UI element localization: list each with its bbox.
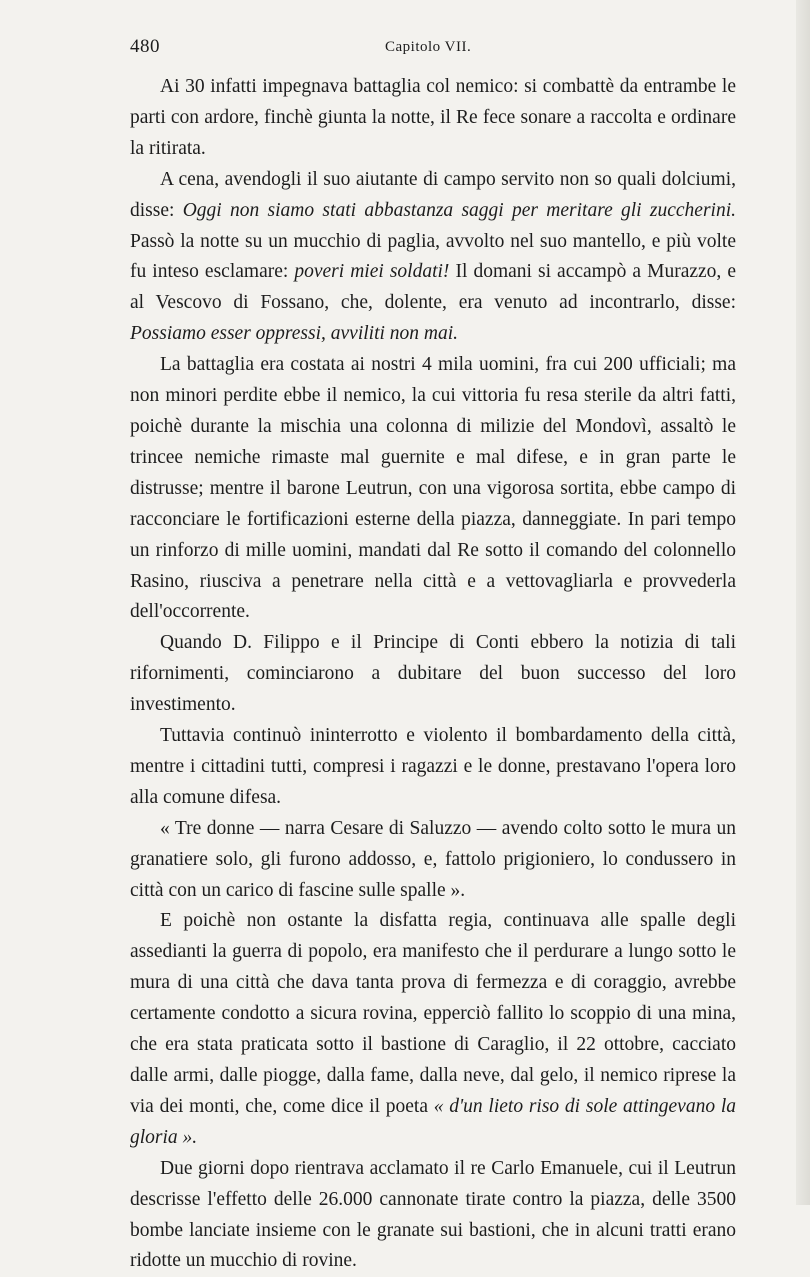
- text-segment: Ai 30 infatti impegnava battaglia col nemico: si combattè da entrambe le parti con ardore, finchè giunta la notte, il Re fece sonare a raccolta e ordinare la ritirata.: [130, 76, 736, 159]
- text-segment: « Tre donne — narra Cesare di Saluzzo — avendo colto sotto le mura un granatiere solo, gli furono addosso, e, fattolo prigioniero, lo condussero in città con un carico di fascine sulle spalle ».: [130, 817, 736, 901]
- text-segment: Il domani si accampò a Murazzo, e al Vescovo di Fossano, che, dolente, era venuto ad incontrarlo, disse:: [130, 261, 736, 314]
- body-text: [130, 72, 736, 1277]
- text-segment: Quando D. Filippo e il Principe di Conti ebbero la notizia di tali rifornimenti, cominciarono a dubitare del buon successo del loro investimento.: [130, 632, 736, 716]
- paragraph: [130, 72, 736, 165]
- paragraph: [130, 1154, 736, 1277]
- page-number: 480: [130, 36, 160, 57]
- page-header: [130, 36, 736, 62]
- paragraph: [130, 628, 736, 721]
- italic-quote: Possiamo esser oppressi, avviliti non mai.: [130, 323, 459, 345]
- text-segment: Due giorni dopo rientrava acclamato il re Carlo Emanuele, cui il Leutrun descrisse l'effetto delle 26.000 cannonate tirate contro la piazza, delle 3500 bombe lanciate insieme con le granate sui bastioni, che in alcuni tratti erano ridotte un mucchio di rovine.: [130, 1157, 736, 1272]
- text-segment: Tuttavia continuò ininterrotto e violento il bombardamento della città, mentre i cittadini tutti, compresi i ragazzi e le donne, prestavano l'opera loro alla comune difesa.: [130, 725, 736, 808]
- text-segment: A cena, avendogli il suo aiutante di campo servito non so quali dolciumi, disse:: [130, 168, 736, 221]
- paragraph: [130, 721, 736, 814]
- page-edge-shadow: [796, 0, 810, 1205]
- running-head: Capitolo VII.: [385, 39, 472, 55]
- paragraph: [130, 165, 736, 350]
- italic-quote: poveri miei soldati!: [294, 261, 450, 283]
- text-segment: Passò la notte su un mucchio di paglia, avvolto nel suo mantello, e più volte fu inteso esclamare:: [130, 230, 736, 283]
- text-segment: E poichè non ostante la disfatta regia, continuava alle spalle degli assedianti la guerra di popolo, era manifesto che il perdurare a lungo sotto le mura di una città che dava tanta prova di fermezza e di coraggio, avrebbe certamente condotto a sicura rovina, epperciò fallito lo scoppio di una mina, che era stata praticata sotto il bastione di Caraglio, il 22 ottobre, cacciato dalle armi, dalle piogge, dalla fame, dalla neve, dal gelo, il nemico riprese la via dei monti, che, come dice il poeta: [130, 910, 736, 1117]
- italic-quote: Oggi non siamo stati abbastanza saggi per meritare gli zuccherini.: [182, 199, 736, 221]
- paragraph: [130, 350, 736, 628]
- paragraph: [130, 906, 736, 1153]
- paragraph: [130, 814, 736, 907]
- text-segment: La battaglia era costata ai nostri 4 mila uomini, fra cui 200 ufficiali; ma non minori perdite ebbe il nemico, la cui vittoria fu resa sterile da altri fatti, poichè durante la mischia una colonna di milizie del Mondovì, assaltò le trincee nemiche rimaste mal guernite e mal difese, e in gran parte le distrusse; mentre il barone Leutrun, con una vigorosa sortita, ebbe campo di racconciare le fortificazioni esterne della piazza, danneggiate. In pari tempo un rinforzo di mille uomini, mandati dal Re sotto il comando del colonnello Rasino, riusciva a penetrare nella città e a vettovagliarla e provvederla dell'occorrente.: [130, 354, 736, 623]
- italic-quote: « d'un lieto riso di sole attingevano la gloria ».: [130, 1095, 736, 1148]
